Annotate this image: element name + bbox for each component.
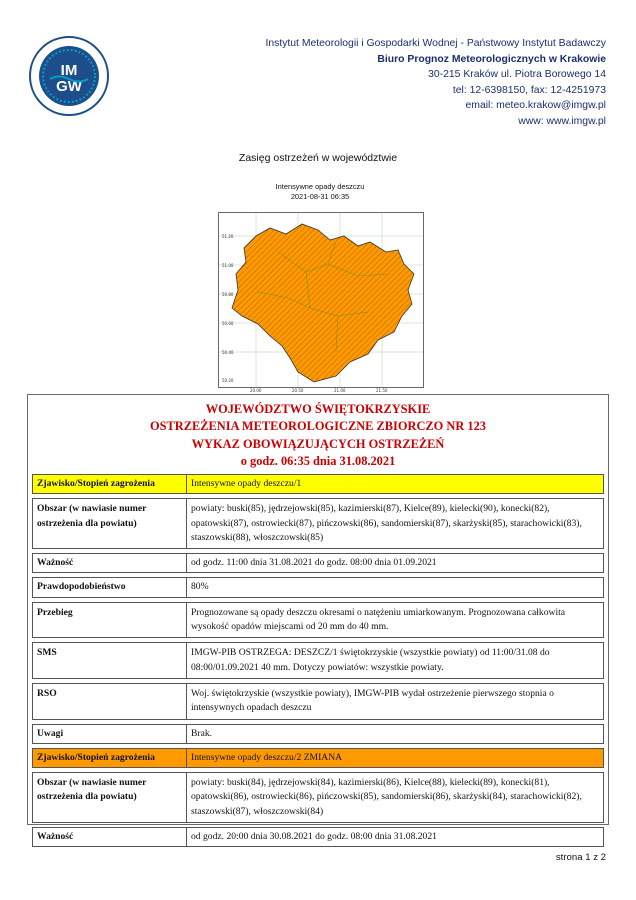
- table-row: [32, 827, 604, 847]
- phenomenon-value: Intensywne opady deszczu/2 ZMIANA: [186, 748, 604, 768]
- table-row: [32, 602, 604, 639]
- website: www: www.imgw.pl: [518, 115, 606, 127]
- map-title: Intensywne opady deszczu: [275, 182, 365, 191]
- phone-fax: tel: 12-6398150, fax: 12-4251973: [452, 84, 606, 96]
- table-row: [32, 553, 604, 573]
- probability-value: 80%: [186, 577, 604, 597]
- warnings-table: [32, 470, 604, 851]
- table-row: [32, 474, 604, 494]
- rso-value: Woj. świętokrzyskie (wszystkie powiaty), IMGW-PIB wydał ostrzeżenie pierwszego stopnia o intensywnych opadach deszczu: [186, 683, 604, 720]
- institute-name: Instytut Meteorologii i Gospodarki Wodnej - Państwowy Instytut Badawczy: [265, 38, 606, 49]
- row-label: Zjawisko/Stopień zagrożenia: [32, 474, 186, 494]
- lat-label: 50.60: [222, 321, 234, 326]
- row-label: RSO: [32, 683, 186, 720]
- page-number: strona 1 z 2: [555, 852, 606, 863]
- table-row: [32, 498, 604, 549]
- table-row: [32, 577, 604, 597]
- document-title: [28, 395, 608, 466]
- lat-label: 51.20: [222, 234, 234, 239]
- lat-label: 50.20: [222, 378, 234, 383]
- warning-map: [218, 212, 424, 393]
- table-row: [32, 772, 604, 823]
- area-value: powiaty: buski(85), jędrzejowski(85), kazimierski(87), Kielce(89), kielecki(90), konecki(82), opatowski(87), ostrowiecki(87), pińczowski(86), sandomierski(87), skarżyski(85), starachowicki(83), staszowski(88), włoszczowski(85): [186, 498, 604, 549]
- table-row: [32, 683, 604, 720]
- title-list: WYKAZ OBOWIĄZUJĄCYCH OSTRZEŻEŃ: [191, 436, 445, 451]
- map-timestamp: 2021-08-31 06:35: [290, 192, 350, 201]
- lat-label: 51.00: [222, 263, 234, 268]
- institute-header: [265, 36, 606, 129]
- course-value: Prognozowane są opady deszczu okresami o natężeniu umiarkowanym. Prognozowana całkowita wysokość opadów miejscami od 20 mm do 40 mm.: [186, 602, 604, 639]
- warnings-box: [27, 394, 609, 843]
- remarks-value: Brak.: [186, 724, 604, 744]
- row-label: Ważność: [32, 553, 186, 573]
- row-label: Zjawisko/Stopień zagrożenia: [32, 748, 186, 768]
- row-label: Uwagi: [32, 724, 186, 744]
- lat-label: 50.80: [222, 292, 234, 297]
- email: email: meteo.krakow@imgw.pl: [465, 100, 606, 111]
- title-time: o godz. 06:35 dnia 31.08.2021: [240, 453, 396, 468]
- imgw-logo: [28, 35, 110, 117]
- section-title: Zasięg ostrzeżeń w województwie: [238, 152, 398, 164]
- table-row: [32, 642, 604, 679]
- row-label: SMS: [32, 642, 186, 679]
- row-label: Prawdopodobieństwo: [32, 577, 186, 597]
- title-bulletin: OSTRZEŻENIA METEOROLOGICZNE ZBIORCZO NR 123: [150, 419, 486, 434]
- phenomenon-value: Intensywne opady deszczu/1: [186, 474, 604, 494]
- validity-value: od godz. 20:00 dnia 30.08.2021 do godz. 08:00 dnia 31.08.2021: [186, 827, 604, 847]
- area-value: powiaty: buski(84), jędrzejowski(84), kazimierski(86), Kielce(88), kielecki(89), konecki(81), opatowski(86), ostrowiecki(86), pińczowski(85), sandomierski(86), skarżyski(84), starachowicki(82), staszowski(87), włoszczowski(84): [186, 772, 604, 823]
- title-region: WOJEWÓDZTWO ŚWIĘTOKRZYSKIE: [205, 402, 431, 416]
- office-name: Biuro Prognoz Meteorologicznych w Krakowie: [377, 53, 606, 65]
- lon-label: 20.00: [250, 388, 262, 393]
- svg-text:GW: GW: [56, 78, 82, 95]
- svg-text:IM: IM: [60, 62, 78, 79]
- lon-label: 21.00: [334, 388, 346, 393]
- lon-label: 21.50: [376, 388, 388, 393]
- lat-label: 50.40: [222, 350, 234, 355]
- row-label: Ważność: [32, 827, 186, 847]
- validity-value: od godz. 11:00 dnia 31.08.2021 do godz. 08:00 dnia 01.09.2021: [186, 553, 604, 573]
- table-row: [32, 724, 604, 744]
- sms-value: IMGW-PIB OSTRZEGA: DESZCZ/1 świętokrzyskie (wszystkie powiaty) od 11:00/31.08 do 08:00/01.09.2021 40 mm. Dotyczy powiatów: wszystkie powiaty.: [186, 642, 604, 679]
- row-label: Obszar (w nawiasie numer ostrzeżenia dla powiatu): [32, 498, 186, 549]
- map-title-block: [240, 182, 400, 202]
- lon-label: 20.50: [292, 388, 304, 393]
- row-label: Przebieg: [32, 602, 186, 639]
- table-row: [32, 748, 604, 768]
- address: 30-215 Kraków ul. Piotra Borowego 14: [428, 69, 606, 80]
- row-label: Obszar (w nawiasie numer ostrzeżenia dla powiatu): [32, 772, 186, 823]
